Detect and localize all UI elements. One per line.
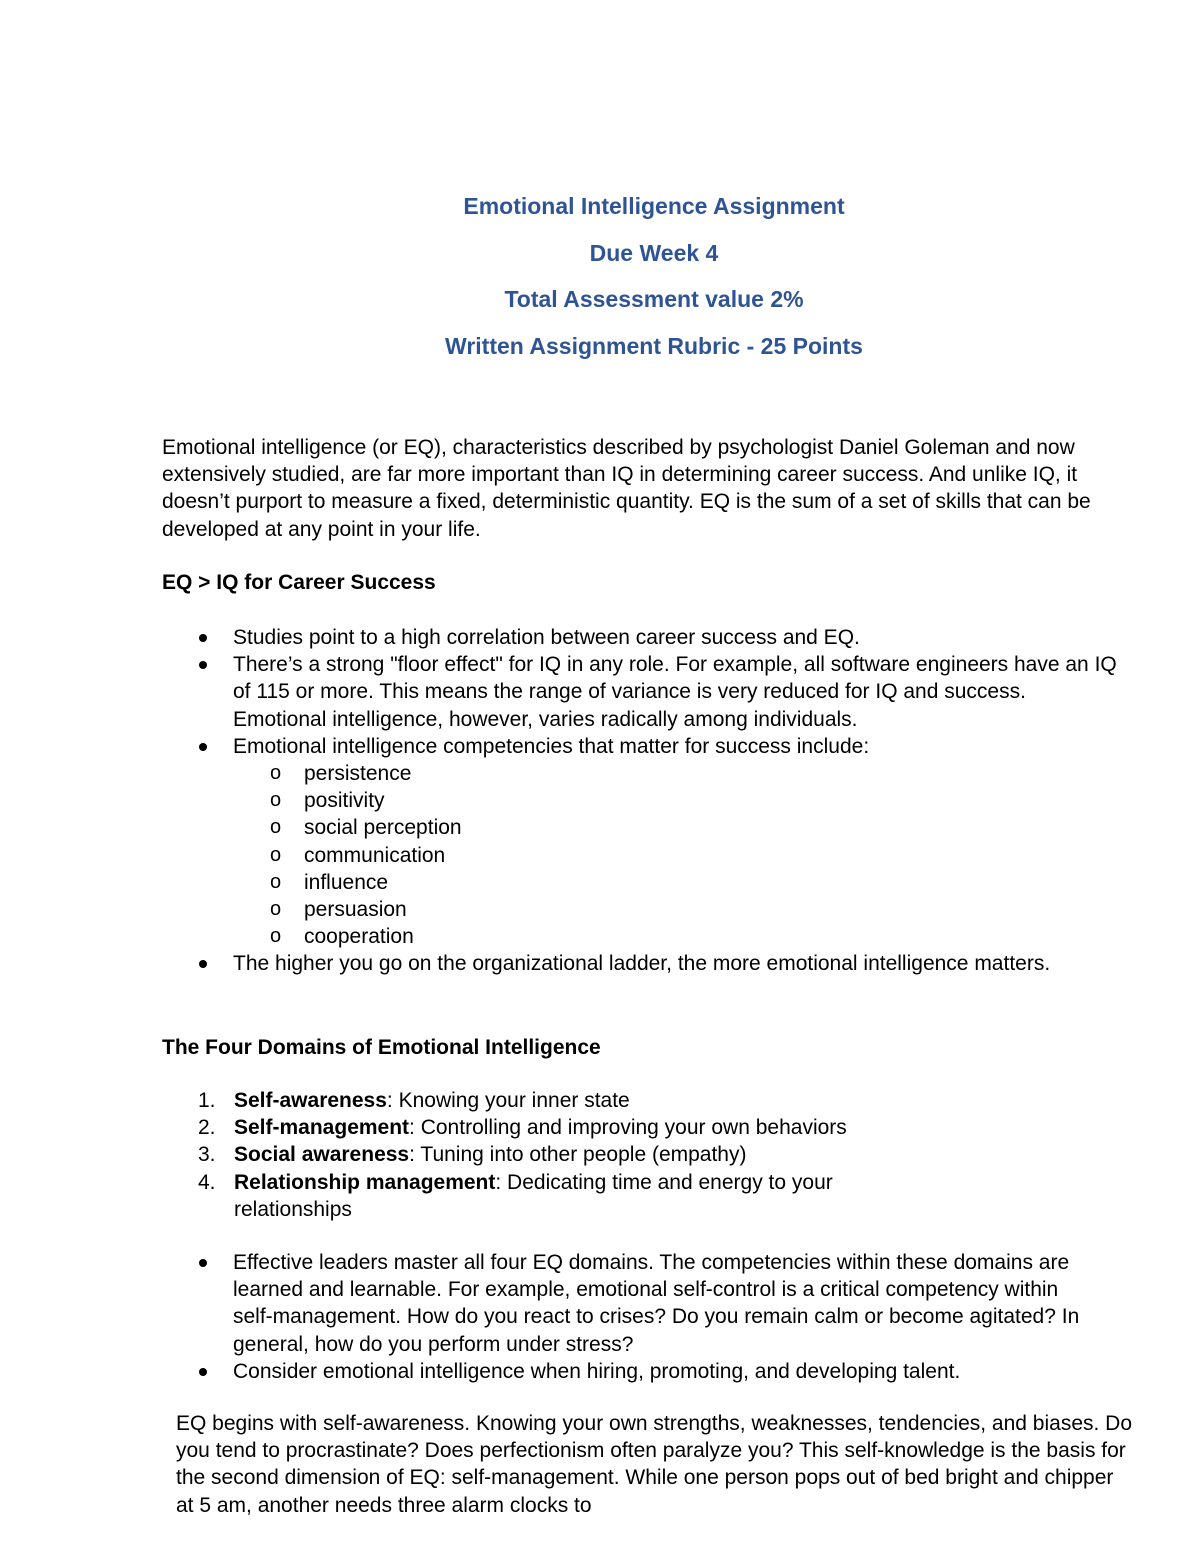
- competency-item: [162, 869, 1122, 896]
- competency-text: social perception: [304, 816, 462, 840]
- competency-item: [162, 923, 1122, 950]
- list-number: 4.: [198, 1170, 216, 1194]
- sub-bullet-icon: o: [270, 843, 282, 866]
- competency-item: [162, 842, 1122, 869]
- title-block: [0, 192, 1200, 378]
- list-item: [162, 1358, 1122, 1385]
- closing-paragraph: EQ begins with self-awareness. Knowing your own strengths, weaknesses, tendencies, and biases. Do you tend to procrastinate? Does perfectionism often paralyze you? This self-knowledge is the basis for the second dimension of EQ: self-management. While one person pops out of bed bright and chipper at 5 am, another needs three alarm clocks to: [176, 1412, 1133, 1517]
- domain-item: [162, 1169, 1122, 1223]
- competency-text: cooperation: [304, 925, 414, 949]
- rubric-points: Written Assignment Rubric - 25 Points: [445, 332, 863, 359]
- list-item: [162, 1249, 1122, 1358]
- competency-item: [162, 787, 1122, 814]
- competency-text: persistence: [304, 762, 412, 786]
- sub-bullet-icon: o: [270, 870, 282, 893]
- sub-bullet-icon: o: [270, 925, 282, 948]
- list-number: 2.: [198, 1116, 216, 1140]
- sub-bullet-icon: o: [270, 898, 282, 921]
- section-heading-career-success: EQ > IQ for Career Success: [162, 571, 436, 594]
- domain-description: : Controlling and improving your own behaviors: [409, 1116, 847, 1140]
- intro-paragraph: Emotional intelligence (or EQ), characteristics described by psychologist Daniel Goleman and now extensively studied, are far more important than IQ in determining career success. And unlike IQ, it doesn’t purport to measure a fixed, deterministic quantity. EQ is the sum of a set of skills that can be developed at any point in your life.: [162, 436, 1091, 541]
- list-item-text: Consider emotional intelligence when hiring, promoting, and developing talent.: [233, 1359, 961, 1383]
- bullet-icon: [199, 960, 207, 968]
- competencies-list: [162, 760, 1122, 950]
- sub-bullet-icon: o: [270, 762, 282, 785]
- competency-text: communication: [304, 843, 446, 867]
- bullet-icon: [199, 1368, 207, 1376]
- domain-item: [162, 1114, 1122, 1141]
- bullet-icon: [199, 743, 207, 751]
- domain-term: Relationship management: [234, 1170, 496, 1194]
- list-item-text: There’s a strong "floor effect" for IQ in any role. For example, all software engineers have an IQ of 115 or more. This means the range of variance is very reduced for IQ and success. Emotional intelligence, however, varies radically among individuals.: [233, 653, 1117, 731]
- document-title: Emotional Intelligence Assignment: [463, 193, 845, 219]
- domain-term: Self-management: [234, 1116, 410, 1140]
- domain-item: [162, 1087, 1122, 1114]
- competency-item: [162, 814, 1122, 841]
- section-heading-four-domains: The Four Domains of Emotional Intelligence: [162, 1036, 601, 1059]
- list-item-text: Effective leaders master all four EQ domains. The competencies within these domains are learned and learnable. For example, emotional self-control is a critical competency within self-management. How do you react to crises? Do you remain calm or become agitated? In general, how do you perform under stress?: [233, 1251, 1080, 1356]
- domain-description: : Knowing your inner state: [386, 1089, 630, 1112]
- competency-text: positivity: [304, 789, 385, 813]
- bullet-icon: [199, 634, 207, 642]
- due-date: Due Week 4: [589, 239, 719, 266]
- bullet-icon: [199, 1259, 207, 1267]
- list-item: [162, 733, 1122, 951]
- four-domains-list: [162, 1087, 1122, 1223]
- list-item-text: The higher you go on the organizational ladder, the more emotional intelligence matters.: [233, 952, 1051, 976]
- list-number: 1.: [198, 1089, 216, 1112]
- competency-text: influence: [304, 870, 389, 894]
- domain-description: : Tuning into other people (empathy): [409, 1143, 747, 1167]
- assessment-value: Total Assessment value 2%: [504, 286, 804, 312]
- list-number: 3.: [198, 1143, 216, 1167]
- leadership-list: [162, 1249, 1122, 1385]
- list-item: [162, 950, 1122, 977]
- competency-item: [162, 760, 1122, 787]
- career-success-list: [162, 624, 1122, 978]
- list-item-text: Emotional intelligence competencies that matter for success include:: [233, 734, 870, 758]
- bullet-icon: [199, 661, 207, 669]
- domain-item: [162, 1141, 1122, 1168]
- sub-bullet-icon: o: [270, 816, 282, 839]
- domain-description: : Dedicating time and energy to your relationships: [234, 1170, 833, 1221]
- list-item: [162, 651, 1122, 733]
- sub-bullet-icon: o: [270, 789, 282, 812]
- competency-text: persuasion: [304, 898, 407, 922]
- domain-term: Social awareness: [234, 1143, 410, 1167]
- domain-term: Self-awareness: [234, 1089, 387, 1112]
- competency-item: [162, 896, 1122, 923]
- list-item: [162, 624, 1122, 651]
- list-item-text: Studies point to a high correlation between career success and EQ.: [233, 626, 860, 649]
